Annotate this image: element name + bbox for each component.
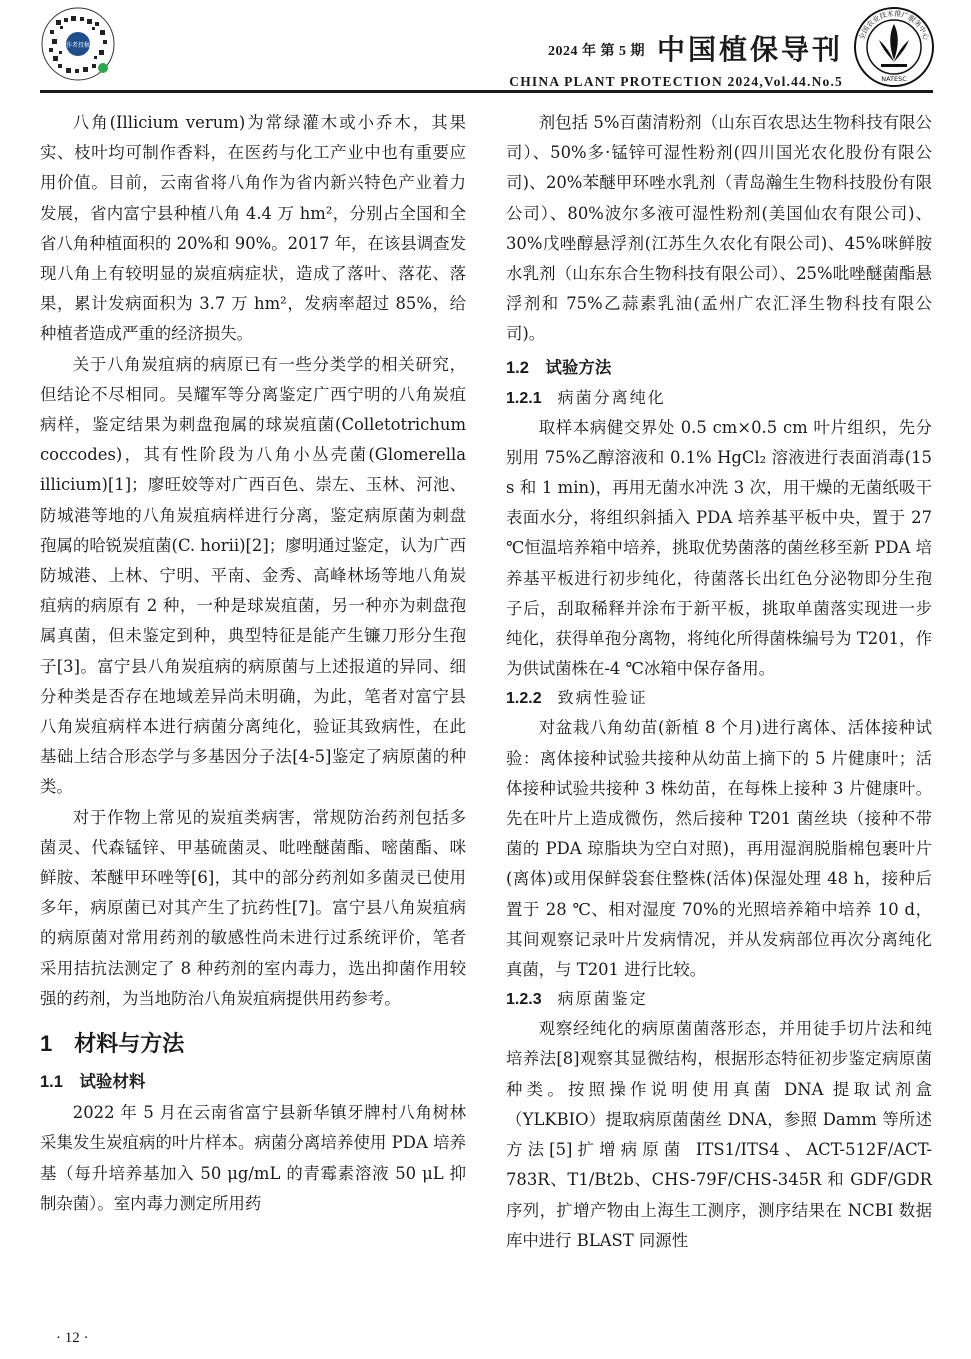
page-header [0, 0, 971, 96]
qr-code-icon [40, 6, 116, 82]
journal-name: 中国植保导刊 [656, 33, 843, 66]
materials-paragraph: 2022 年 5 月在云南省富宁县新华镇牙牌村八角树林采集发生炭疽病的叶片样本。病菌分离培养使用 PDA 培养基（每升培养基加入 50 μg/mL 的青霉素溶液 50 μL 抑制杂菌）。室内毒力测定所用药 [40, 1103, 466, 1213]
svg-text:NATESC: NATESC [881, 75, 907, 83]
left-column [40, 108, 466, 1219]
intro-paragraph-2: 关于八角炭疽病的病原已有一些分类学的相关研究，但结论不尽相同。吴耀军等分离鉴定广西宁明的八角炭疽病样，鉴定结果为刺盘孢属的球炭疽菌(Colletotrichum coccodes)，其有性阶段为八角小丛壳菌(Glomerella illicium)[1]；廖旺姣等对广西百色、崇左、玉林、河池、防城港等地的八角炭疽病样进行分离，鉴定病原菌为刺盘孢属的哈锐炭疽菌(C. horii)[2]；廖明通过鉴定，认为广西防城港、上林、宁明、平南、金秀、高峰林场等地八角炭疽病的病原有 2 种，一种是球炭疽菌，另一种亦为刺盘孢属真菌，但未鉴定到种，典型特征是能产生镰刀形分生孢子[3]。富宁县八角炭疽病的病原菌与上述报道的异同、细分种类是否存在地域差异尚未明确，为此，笔者对富宁县八角炭疽病样本进行病菌分离纯化，验证其致病性，在此基础上结合形态学与多基因分子法[4-5]鉴定了病原菌的种类。 [40, 354, 466, 797]
journal-english-name: CHINA PLANT PROTECTION 2024,Vol.44.No.5 [509, 74, 843, 89]
intro-paragraph-1: 八角(Illicium verum)为常绿灌木或小乔木，其果实、枝叶均可制作香料，在医药与化工产业中也有重要应用价值。目前，云南省将八角作为省内新兴特色产业着力发展，省内富宁县种植八角 4.4 万 hm²，分别占全国和全省八角种植面积的 20%和 90%。2017 年，在该县调查发现八角上有较明显的炭疽病症状，造成了落叶、落花、落果，累计发病面积为 3.7 万 hm²，发病率超过 85%，给种植者造成严重的经济损失。 [40, 113, 466, 344]
issue-label: 2024 年 第 5 期 [547, 44, 645, 59]
journal-masthead [509, 28, 843, 90]
subsection-heading-materials: 1.1 试验材料 [40, 1073, 146, 1092]
isolation-paragraph: 取样本病健交界处 0.5 cm×0.5 cm 叶片组织，先分别用 75%乙醇溶液和 0.1% HgCl₂ 溶液进行表面消毒(15 s 和 1 min)，再用无菌水冲洗 3 次，用干燥的无菌纸吸干表面水分，将组织斜插入 PDA 培养基平板中央，置于 27 ℃恒温培养箱中培养，挑取优势菌落的菌丝移至新 PDA 培养基平板进行初步纯化，待菌落长出红色分泌物即分生孢子后，刮取稀释并涂布于新平板，挑取单菌落实现进一步纯化，获得单孢分离物，将纯化所得菌株编号为 T201，作为供试菌株在-4 ℃冰箱中保存备用。 [506, 417, 932, 679]
identification-paragraph: 观察经纯化的病原菌菌落形态，并用徒手切片法和纯培养法[8]观察其显微结构，根据形态特征初步鉴定病原菌种类。按照操作说明使用真菌 DNA 提取试剂盒（YLKBIO）提取病原菌菌丝 DNA，参照 Damm 等所述方法[5]扩增病原菌 ITS1/ITS4、ACT-512F/ACT-783R、T1/Bt2b、CHS-79F/CHS-345R 和 GDF/GDR 序列，扩增产物由上海生工测序，测序结果在 NCBI 数据库中进行 BLAST 同源性 [506, 1019, 932, 1250]
svg-text:全国农业技术推广服务中心: 全国农业技术推广服务中心 [857, 9, 931, 42]
subsubsection-heading-identification: 1.2.3 病原菌鉴定 [506, 989, 648, 1009]
pathogenicity-paragraph: 对盆栽八角幼苗(新植 8 个月)进行离体、活体接种试验：离体接种试验共接种从幼苗上摘下的 5 片健康叶；活体接种试验共接种 3 株幼苗，在每株上接种 3 片健康叶。先在叶片上造成微伤，然后接种 T201 菌丝块（接种不带菌的 PDA 琼脂块为空白对照)，再用湿润脱脂棉包裹叶片(离体)或用保鲜袋套住整株(活体)保湿处理 48 h，接种后置于 28 ℃、相对湿度 70%的光照培养箱中培养 10 d，其间观察记录叶片发病情况，并从发病部位再次分离纯化真菌，与 T201 进行比较。 [506, 718, 932, 980]
reagents-paragraph: 剂包括 5%百菌清粉剂（山东百农思达生物科技有限公司）、50%多·锰锌可湿性粉剂(四川国光农化股份有限公司)、20%苯醚甲环唑水乳剂（青岛瀚生生物科技股份有限公司）、80%波尔多液可湿性粉剂(美国仙农有限公司)、30%戊唑醇悬浮剂(江苏生久农化有限公司)、45%咪鲜胺水乳剂（山东东合生物科技有限公司）、25%吡唑醚菌酯悬浮剂和 75%乙蒜素乳油(孟州广农汇泽生物科技有限公司)。 [506, 113, 932, 344]
subsubsection-heading-pathogenicity: 1.2.2 致病性验证 [506, 688, 648, 708]
natesc-emblem-icon [853, 6, 935, 88]
intro-paragraph-3: 对于作物上常见的炭疽类病害，常规防治药剂包括多菌灵、代森锰锌、甲基硫菌灵、吡唑醚菌酯、嘧菌酯、咪鲜胺、苯醚甲环唑等[6]，其中的部分药剂如多菌灵已使用多年，病原菌已对其产生了抗药性[7]。富宁县八角炭疽病的病原菌对常用药剂的敏感性尚未进行过系统评价，笔者采用拮抗法测定了 8 种药剂的室内毒力，选出抑菌作用较强的药剂，为当地防治八角炭疽病提供用药参考。 [40, 807, 466, 1008]
header-rule [40, 90, 933, 93]
subsection-heading-methods: 1.2 试验方法 [506, 358, 612, 377]
page-number: · 12 · [56, 1330, 89, 1346]
svg-text:作者投稿: 作者投稿 [65, 42, 91, 49]
section-heading-materials-methods: 1 材料与方法 [40, 1031, 185, 1057]
right-column [506, 108, 932, 1256]
subsubsection-heading-isolation: 1.2.1 病菌分离纯化 [506, 387, 666, 407]
